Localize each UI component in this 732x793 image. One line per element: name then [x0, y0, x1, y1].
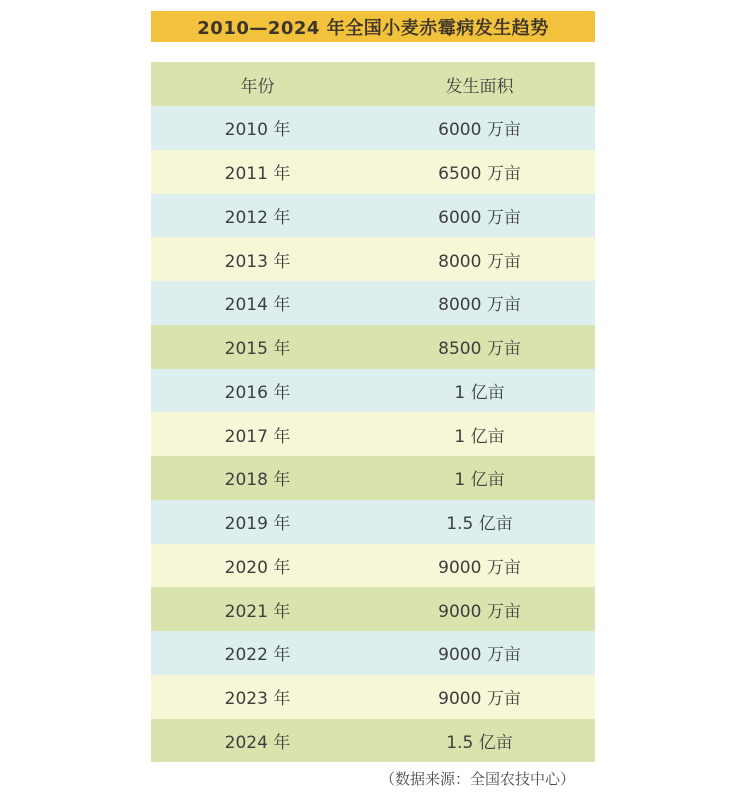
cell-area: 8000 万亩: [438, 295, 521, 316]
cell-area: 8500 万亩: [438, 339, 521, 360]
page-title: 2010—2024 年全国小麦赤霉病发生趋势: [151, 11, 595, 42]
cell-area: 6500 万亩: [438, 164, 521, 185]
header-area: 发生面积: [445, 76, 514, 97]
cell-year: 2015 年: [224, 339, 291, 360]
cell-area: 1 亿亩: [454, 426, 505, 447]
data-table: [151, 62, 595, 762]
table-row: [151, 369, 595, 413]
cell-area: 6000 万亩: [438, 120, 521, 141]
cell-area: 9000 万亩: [438, 645, 521, 666]
cell-year: 2024 年: [224, 732, 291, 753]
cell-area: 1.5 亿亩: [446, 732, 513, 753]
cell-area: 8000 万亩: [438, 251, 521, 272]
table-row: [151, 237, 595, 281]
cell-area: 9000 万亩: [438, 689, 521, 710]
table-row: [151, 325, 595, 369]
cell-year: 2020 年: [224, 557, 291, 578]
cell-area: 1 亿亩: [454, 382, 505, 403]
header-year: 年份: [240, 76, 275, 97]
table-row: [151, 412, 595, 456]
cell-year: 2021 年: [224, 601, 291, 622]
table-row: [151, 281, 595, 325]
table-row: [151, 150, 595, 194]
cell-year: 2018 年: [224, 470, 291, 491]
cell-year: 2017 年: [224, 426, 291, 447]
cell-year: 2012 年: [224, 207, 291, 228]
table-header-row: [151, 62, 595, 106]
table-row: [151, 500, 595, 544]
table-row: [151, 631, 595, 675]
source-note: （数据来源：全国农技中心）: [380, 770, 576, 788]
cell-year: 2023 年: [224, 689, 291, 710]
cell-area: 9000 万亩: [438, 601, 521, 622]
table-row: [151, 194, 595, 238]
table-row: [151, 544, 595, 588]
cell-year: 2010 年: [224, 120, 291, 141]
table-row: [151, 675, 595, 719]
table-row: [151, 719, 595, 763]
cell-area: 1 亿亩: [454, 470, 505, 491]
table-row: [151, 587, 595, 631]
table-row: [151, 106, 595, 150]
cell-year: 2011 年: [224, 164, 291, 185]
cell-year: 2019 年: [224, 514, 291, 535]
table-row: [151, 456, 595, 500]
cell-area: 9000 万亩: [438, 557, 521, 578]
cell-year: 2014 年: [224, 295, 291, 316]
cell-year: 2022 年: [224, 645, 291, 666]
cell-area: 1.5 亿亩: [446, 514, 513, 535]
cell-year: 2013 年: [224, 251, 291, 272]
table-body: [151, 106, 595, 762]
cell-year: 2016 年: [224, 382, 291, 403]
cell-area: 6000 万亩: [438, 207, 521, 228]
